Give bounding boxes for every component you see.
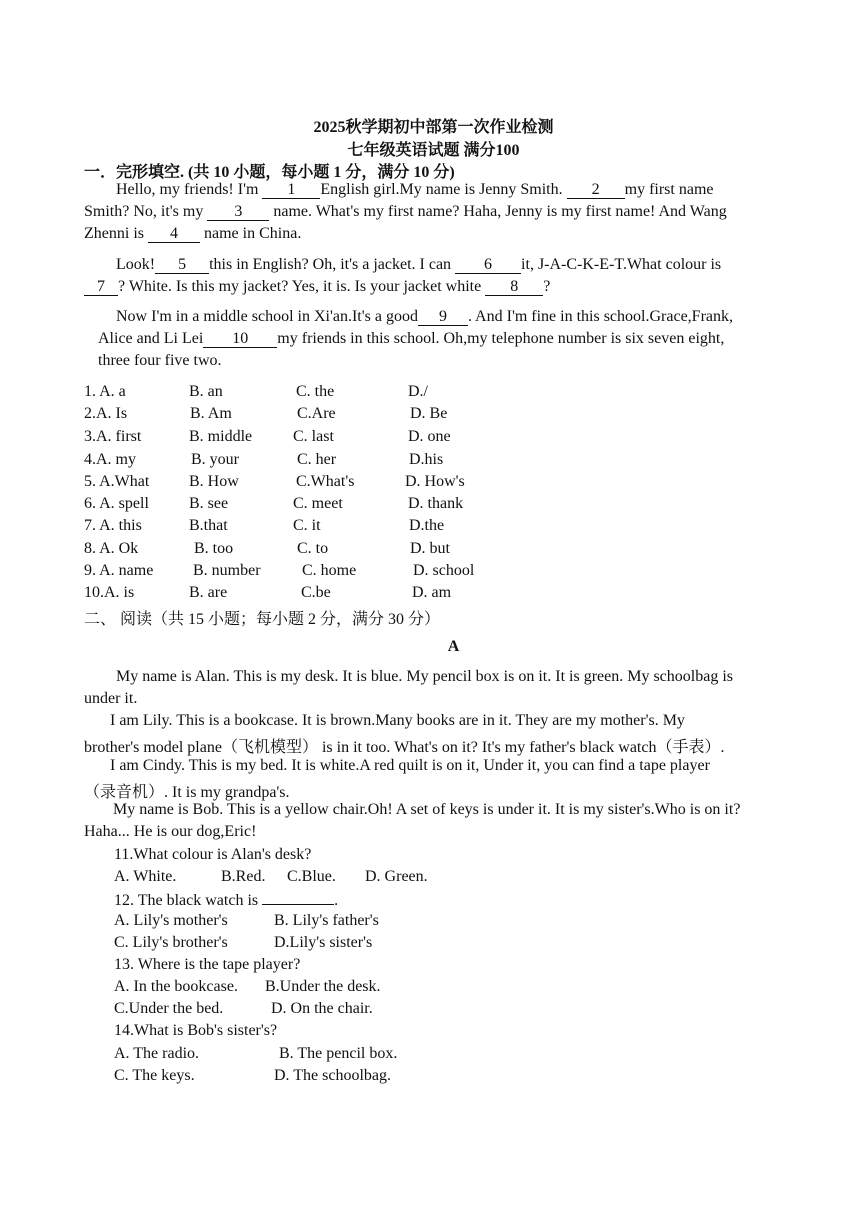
passage-line: My name is Alan. This is my desk. It is blue. My pencil box is on it. It is green. My schoolbag is	[116, 668, 733, 685]
blank-5: 5	[155, 257, 209, 274]
option-item: B. see	[189, 495, 229, 512]
blank-9: 9	[418, 309, 468, 326]
option-item: C. home	[302, 562, 357, 579]
option-item: C. her	[297, 451, 337, 468]
option-item: 7. A. this	[84, 517, 142, 534]
option-item: C. it	[293, 517, 321, 534]
cloze-line: three four five two.	[98, 352, 222, 369]
cloze-line: Smith? No, it's my 3 name. What's my first name? Haha, Jenny is my first name! And Wang	[84, 203, 727, 220]
passage-line: I am Lily. This is a bookcase. It is brown.Many books are in it. They are my mother's. My	[110, 712, 685, 729]
option-item: B. are	[189, 584, 228, 601]
option-item: D.his	[409, 451, 444, 468]
blank-1: 1	[262, 182, 320, 199]
option-item: A. The radio.	[114, 1045, 200, 1062]
blank-2: 2	[567, 182, 625, 199]
exam-title: 2025秋学期初中部第一次作业检测	[313, 119, 554, 136]
cloze-line: Hello, my friends! I'm 1 English girl.My name is Jenny Smith. 2 my first name	[116, 181, 714, 198]
option-item: D. school	[413, 562, 475, 579]
option-item: A. In the bookcase.	[114, 978, 238, 995]
exam-subtitle: 七年级英语试题 满分100	[347, 142, 520, 159]
option-item: 6. A. spell	[84, 495, 149, 512]
cloze-line: Now I'm in a middle school in Xi'an.It's a good 9 . And I'm fine in this school.Grace,Frank,	[116, 308, 733, 325]
blank-10: 10	[203, 331, 277, 348]
passage-title: A	[447, 638, 460, 655]
passage-line: （录音机）. It is my grandpa's.	[84, 784, 290, 801]
option-item: 3.A. first	[84, 428, 142, 445]
option-item: 9. A. name	[84, 562, 154, 579]
option-item: D./	[408, 383, 428, 400]
passage-line: brother's model plane（飞机模型） is in it too. What's on it? It's my father's black watch（手表）.	[84, 739, 725, 756]
option-item: D. but	[410, 540, 450, 557]
option-item: D. Be	[410, 405, 448, 422]
option-item: B. How	[189, 473, 239, 490]
option-item: 4.A. my	[84, 451, 136, 468]
option-item: B. middle	[189, 428, 253, 445]
cloze-line: Zhenni is 4 name in China.	[84, 225, 302, 242]
option-item: A. White.	[114, 868, 177, 885]
option-item: D. On the chair.	[271, 1000, 373, 1017]
option-item: 5. A.What	[84, 473, 150, 490]
passage-line: Haha... He is our dog,Eric!	[84, 823, 257, 840]
question-11: 11.What colour is Alan's desk?	[114, 846, 312, 863]
option-item: C.What's	[296, 473, 355, 490]
option-item: C. last	[293, 428, 334, 445]
option-item: B. Lily's father's	[274, 912, 379, 929]
blank-8: 8	[485, 279, 543, 296]
cloze-line: Look! 5 this in English? Oh, it's a jacket. I can 6 it, J-A-C-K-E-T.What colour is	[116, 256, 722, 273]
option-item: D. The schoolbag.	[274, 1067, 392, 1084]
option-item: B.Red.	[221, 868, 266, 885]
option-item: D.Lily's sister's	[274, 934, 373, 951]
option-item: B.that	[189, 517, 228, 534]
option-item: D. thank	[408, 495, 464, 512]
option-item: B. too	[194, 540, 234, 557]
option-item: C.be	[301, 584, 331, 601]
option-item: C. meet	[293, 495, 343, 512]
passage-line: I am Cindy. This is my bed. It is white.A red quilt is on it, Under it, you can find a tape player	[110, 757, 710, 774]
option-item: B. Am	[190, 405, 232, 422]
blank-6: 6	[455, 257, 521, 274]
option-item: D. am	[412, 584, 452, 601]
option-item: D. How's	[405, 473, 465, 490]
option-item: C. The keys.	[114, 1067, 195, 1084]
question-12: 12. The black watch is .	[114, 892, 339, 909]
section2-heading: 二、 阅读（共 15 小题；每小题 2 分，满分 30 分）	[84, 611, 441, 628]
option-item: C.Are	[297, 405, 336, 422]
option-item: C. to	[297, 540, 329, 557]
option-item: D.the	[409, 517, 445, 534]
cloze-line: Alice and Li Lei 10 my friends in this school. Oh,my telephone number is six seven eight,	[98, 330, 725, 347]
option-item: C. Lily's brother's	[114, 934, 228, 951]
option-item: D. one	[408, 428, 451, 445]
option-item: B.Under the desk.	[265, 978, 381, 995]
option-item: B. number	[193, 562, 261, 579]
option-item: C.Blue.	[287, 868, 336, 885]
option-item: A. Lily's mother's	[114, 912, 228, 929]
question-14: 14.What is Bob's sister's?	[114, 1022, 278, 1039]
option-item: 8. A. Ok	[84, 540, 139, 557]
option-item: C. the	[296, 383, 335, 400]
option-item: B. an	[189, 383, 223, 400]
blank-4: 4	[148, 226, 200, 243]
blank-7: 7	[84, 279, 118, 296]
passage-line: under it.	[84, 690, 138, 707]
option-item: 1. A. a	[84, 383, 126, 400]
answer-blank	[262, 890, 334, 905]
cloze-line: 7 ? White. Is this my jacket? Yes, it is. Is your jacket white 8 ?	[84, 278, 550, 296]
option-item: D. Green.	[365, 868, 428, 885]
option-item: C.Under the bed.	[114, 1000, 224, 1017]
option-item: 2.A. Is	[84, 405, 128, 422]
option-item: 10.A. is	[84, 584, 135, 601]
section1-heading: 一．完形填空. (共 10 小题，每小题 1 分，满分 10 分)	[84, 164, 455, 181]
blank-3: 3	[207, 204, 269, 221]
option-item: B. your	[191, 451, 239, 468]
option-item: B. The pencil box.	[279, 1045, 398, 1062]
question-13: 13. Where is the tape player?	[114, 956, 301, 973]
passage-line: My name is Bob. This is a yellow chair.Oh! A set of keys is under it. It is my sister's.Who is on it?	[113, 801, 741, 818]
